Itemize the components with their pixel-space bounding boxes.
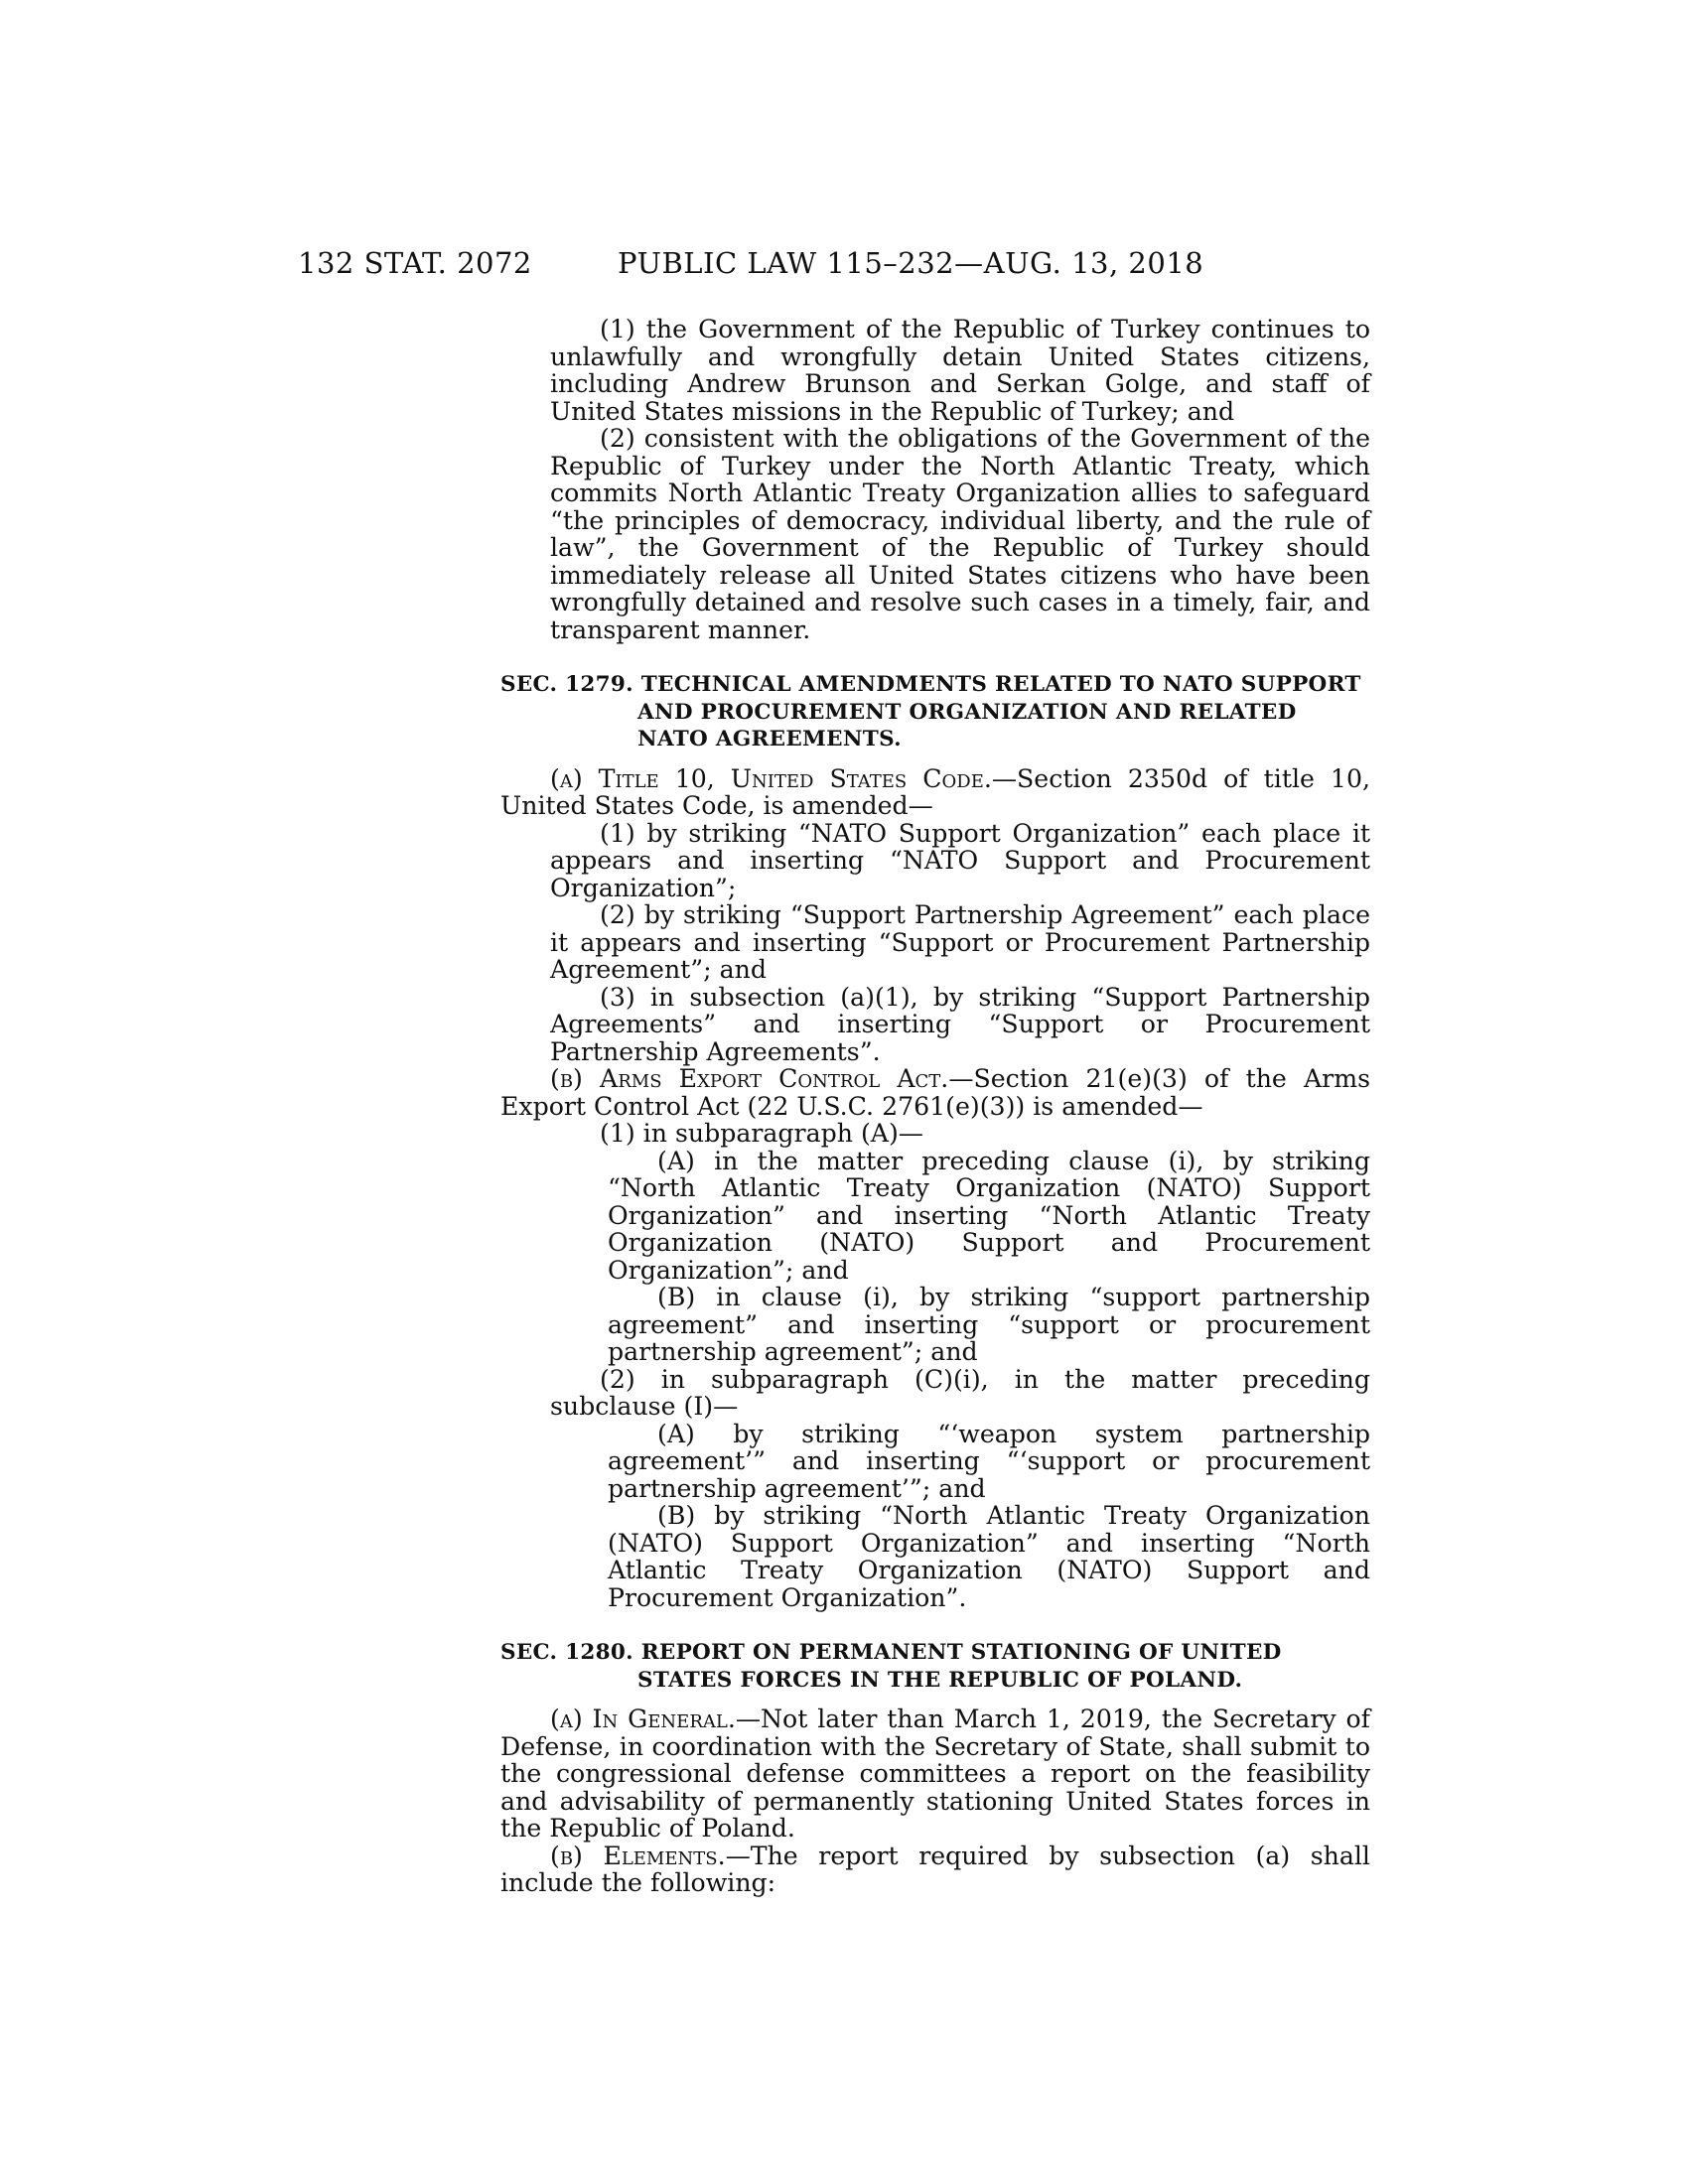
subsection-1280-b: [500, 1843, 1370, 1897]
document-body: [500, 316, 1370, 1897]
section-1279-heading: SEC. 1279. TECHNICAL AMENDMENTS RELATED TO NATO SUPPORT AND PROCUREMENT ORGANIZATION AND RELATED NATO AGREEMENTS.: [500, 672, 1361, 751]
paragraph-2: (2) consistent with the obligations of the Government of the Republic of Turkey under the North Atlantic Treaty, which commits North Atlantic Treaty Organization allies to safeguard “the principles of democracy, individual liberty, and the rule of law”, the Government of the Republic of Turkey should immediately release all United States citizens who have been wrongfully detained and resolve such cases in a timely, fair, and transparent manner.: [550, 424, 1370, 644]
subsection-1280-b-lead: (b) Elements.: [550, 1841, 726, 1870]
section-gap: [500, 1611, 1370, 1639]
subsection-1279-a-text: —Section 2350d of title 10, United States Code, is amended—: [500, 763, 1370, 820]
subsection-1280-a: [500, 1706, 1370, 1843]
subsection-1279-b-lead: (b) Arms Export Control Act.: [550, 1064, 949, 1093]
subparagraph-1279-b1A: (A) in the matter preceding clause (i), by striking “North Atlantic Treaty Organization (NATO) Support Organization” and inserting “North Atlantic Treaty Organization (NATO) Support and Procurement Organization”; and: [608, 1146, 1370, 1285]
section-gap: [500, 643, 1370, 671]
subparagraph-1279-b2B: (B) by striking “North Atlantic Treaty Organization (NATO) Support Organization” and inserting “North Atlantic Treaty Organization (NATO) Support and Procurement Organization”.: [608, 1501, 1370, 1612]
subparagraph-1279-b1B: (B) in clause (i), by striking “support partnership agreement” and inserting “support or procurement partnership agreement”; and: [608, 1283, 1370, 1366]
subsection-1280-b-text: —The report required by subsection (a) shall include the following:: [500, 1841, 1370, 1897]
paragraph-1279-a3: (3) in subsection (a)(1), by striking “Support Partnership Agreements” and inserting “Support or Procurement Partnership Agreements”.: [550, 982, 1370, 1066]
subparagraph-1279-b2A: (A) by striking “‘weapon system partnership agreement’” and inserting “‘support or procurement partnership agreement’”; and: [608, 1419, 1370, 1503]
paragraph-1279-a1: (1) by striking “NATO Support Organization” each place it appears and inserting “NATO Support and Procurement Organization”;: [550, 818, 1370, 902]
subsection-1279-a: [500, 765, 1370, 820]
running-header: [298, 246, 1370, 286]
subsection-1280-a-lead: (a) In General.: [550, 1705, 736, 1733]
subsection-1279-b: [500, 1065, 1370, 1120]
subsection-1279-a-lead: (a) Title 10, United States Code.: [550, 763, 992, 793]
paragraph-1279-b1: (1) in subparagraph (A)—: [600, 1119, 923, 1148]
section-1280-heading: SEC. 1280. REPORT ON PERMANENT STATIONING OF UNITED STATES FORCES IN THE REPUBLIC OF POLAND.: [500, 1640, 1282, 1693]
subsection-1280-a-text: —Not later than March 1, 2019, the Secretary of Defense, in coordination with the Secretary of State, shall submit to the congressional defense committees a report on the feasibility and advisability of permanently stationing United States forces in the Republic of Poland.: [500, 1705, 1370, 1843]
paragraph-1279-b2: (2) in subparagraph (C)(i), in the matter preceding subclause (I)—: [550, 1364, 1370, 1421]
subsection-1279-b-text: —Section 21(e)(3) of the Arms Export Control Act (22 U.S.C. 2761(e)(3)) is amended—: [500, 1064, 1371, 1121]
paragraph-1279-a2: (2) by striking “Support Partnership Agreement” each place it appears and inserting “Support or Procurement Partnership Agreement”; and: [550, 900, 1370, 984]
public-law-title: PUBLIC LAW 115–232—AUG. 13, 2018: [618, 246, 1204, 280]
paragraph-1: (1) the Government of the Republic of Turkey continues to unlawfully and wrongfully detain United States citizens, including Andrew Brunson and Serkan Golge, and staff of United States missions in the Republic of Turkey; and: [550, 315, 1370, 426]
statute-page-number: 132 STAT. 2072: [298, 246, 532, 280]
